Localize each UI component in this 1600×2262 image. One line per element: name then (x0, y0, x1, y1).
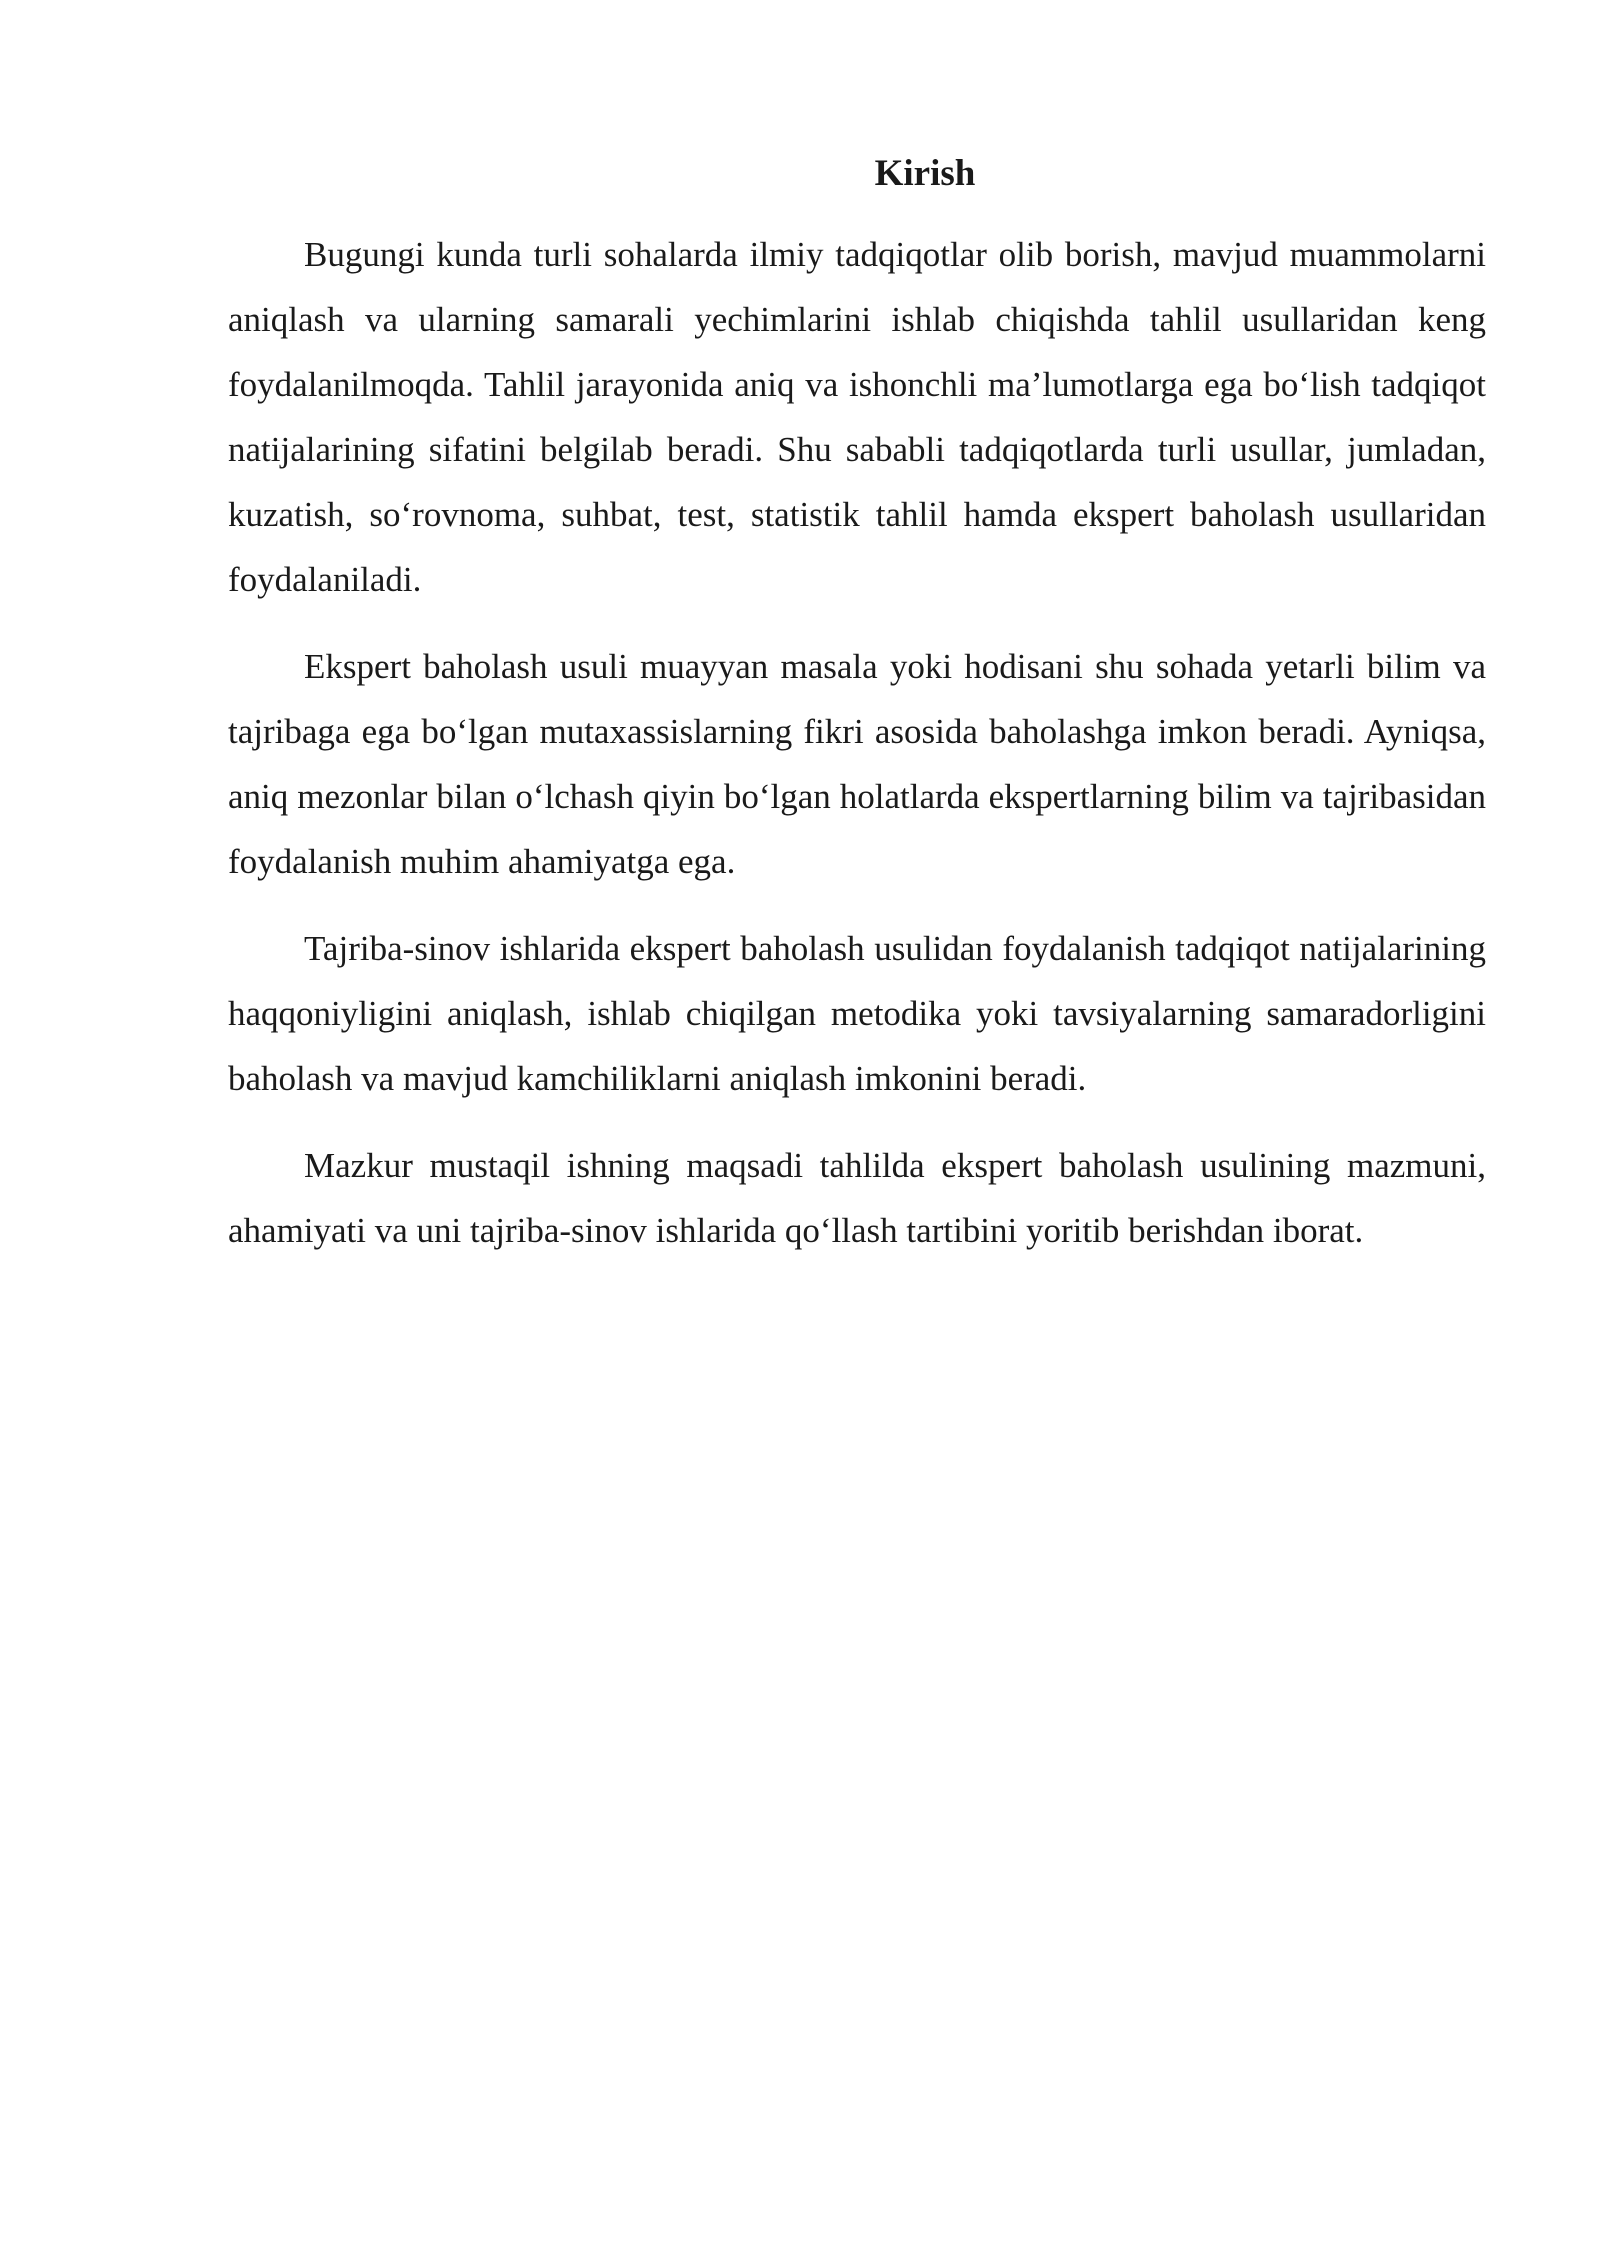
section-title: Kirish (874, 153, 976, 194)
document-body (228, 148, 1486, 1285)
paragraph-4: Mazkur mustaqil ishning maqsadi tahlilda ekspert baholash usulining mazmuni, ahamiyati va uni tajriba-sinov ishlarida qo‘llash tartibini yoritib berishdan iborat. (228, 1146, 1486, 1250)
paragraph-3: Tajriba-sinov ishlarida ekspert baholash usulidan foydalanish tadqiqot natijalarining haqqoniyligini aniqlash, ishlab chiqilgan metodika yoki tavsiyalarning samaradorligini baholash va mavjud kamchiliklarni aniqlash imkonini beradi. (228, 929, 1486, 1098)
paragraph-1: Bugungi kunda turli sohalarda ilmiy tadqiqotlar olib borish, mavjud muammolarni aniqlash va ularning samarali yechimlarini ishlab chiqishda tahlil usullaridan keng foydalanilmoqda. Tahlil jarayonida aniq va ishonchli ma’lumotlarga ega bo‘lish tadqiqot natijalarining sifatini belgilab beradi. Shu sababli tadqiqotlarda turli usullar, jumladan, kuzatish, so‘rovnoma, suhbat, test, statistik tahlil hamda ekspert baholash usullaridan foydalaniladi. (228, 235, 1486, 599)
paragraph-2: Ekspert baholash usuli muayyan masala yoki hodisani shu sohada yetarli bilim va tajribaga ega bo‘lgan mutaxassislarning fikri asosida baholashga imkon beradi. Ayniqsa, aniq mezonlar bilan o‘lchash qiyin bo‘lgan holatlarda ekspertlarning bilim va tajribasidan foydalanish muhim ahamiyatga ega. (228, 647, 1486, 881)
